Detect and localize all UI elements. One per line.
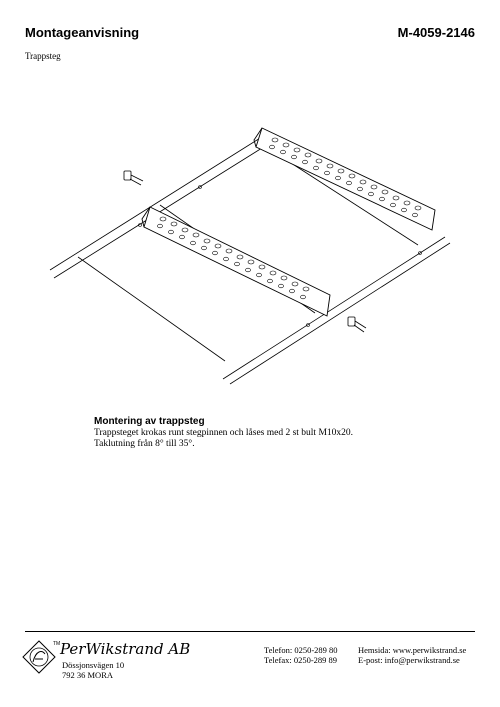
instruction-line: Trappsteget krokas runt stegpinnen och låses med 2 st bult M10x20. [94,428,354,438]
trademark-mark: TM [53,641,61,647]
assembly-drawing [40,95,460,385]
company-name: PerWikstrand AB [60,640,191,658]
email-link[interactable]: E-post: info@perwikstrand.se [358,655,460,665]
fax-number: Telefax: 0250-289 89 [264,655,338,665]
instruction-line: Taklutning från 8° till 35°. [94,439,195,449]
contact-web-block [358,645,466,665]
right-rail-outer [223,237,445,379]
page-title: Montageanvisning [25,25,140,40]
instructions [94,416,424,450]
step-lower [142,207,330,316]
bolt-left [124,171,143,185]
bolt-right [348,317,366,332]
company-address [62,660,124,680]
document-number: M-4059-2146 [397,25,475,40]
page-subtitle: Trappsteg [25,51,61,61]
phone-number: Telefon: 0250-289 80 [264,645,338,655]
footer-divider [25,631,475,632]
company-logo-icon [22,640,56,674]
instructions-heading: Montering av trappsteg [94,416,205,427]
rung [78,257,225,361]
step-upper [254,128,435,230]
website-link[interactable]: Hemsida: www.perwikstrand.se [358,645,467,655]
contact-phone-block [264,645,338,665]
address-city: 792 36 MORA [62,670,114,680]
address-street: Dössjonsvägen 10 [62,660,125,670]
